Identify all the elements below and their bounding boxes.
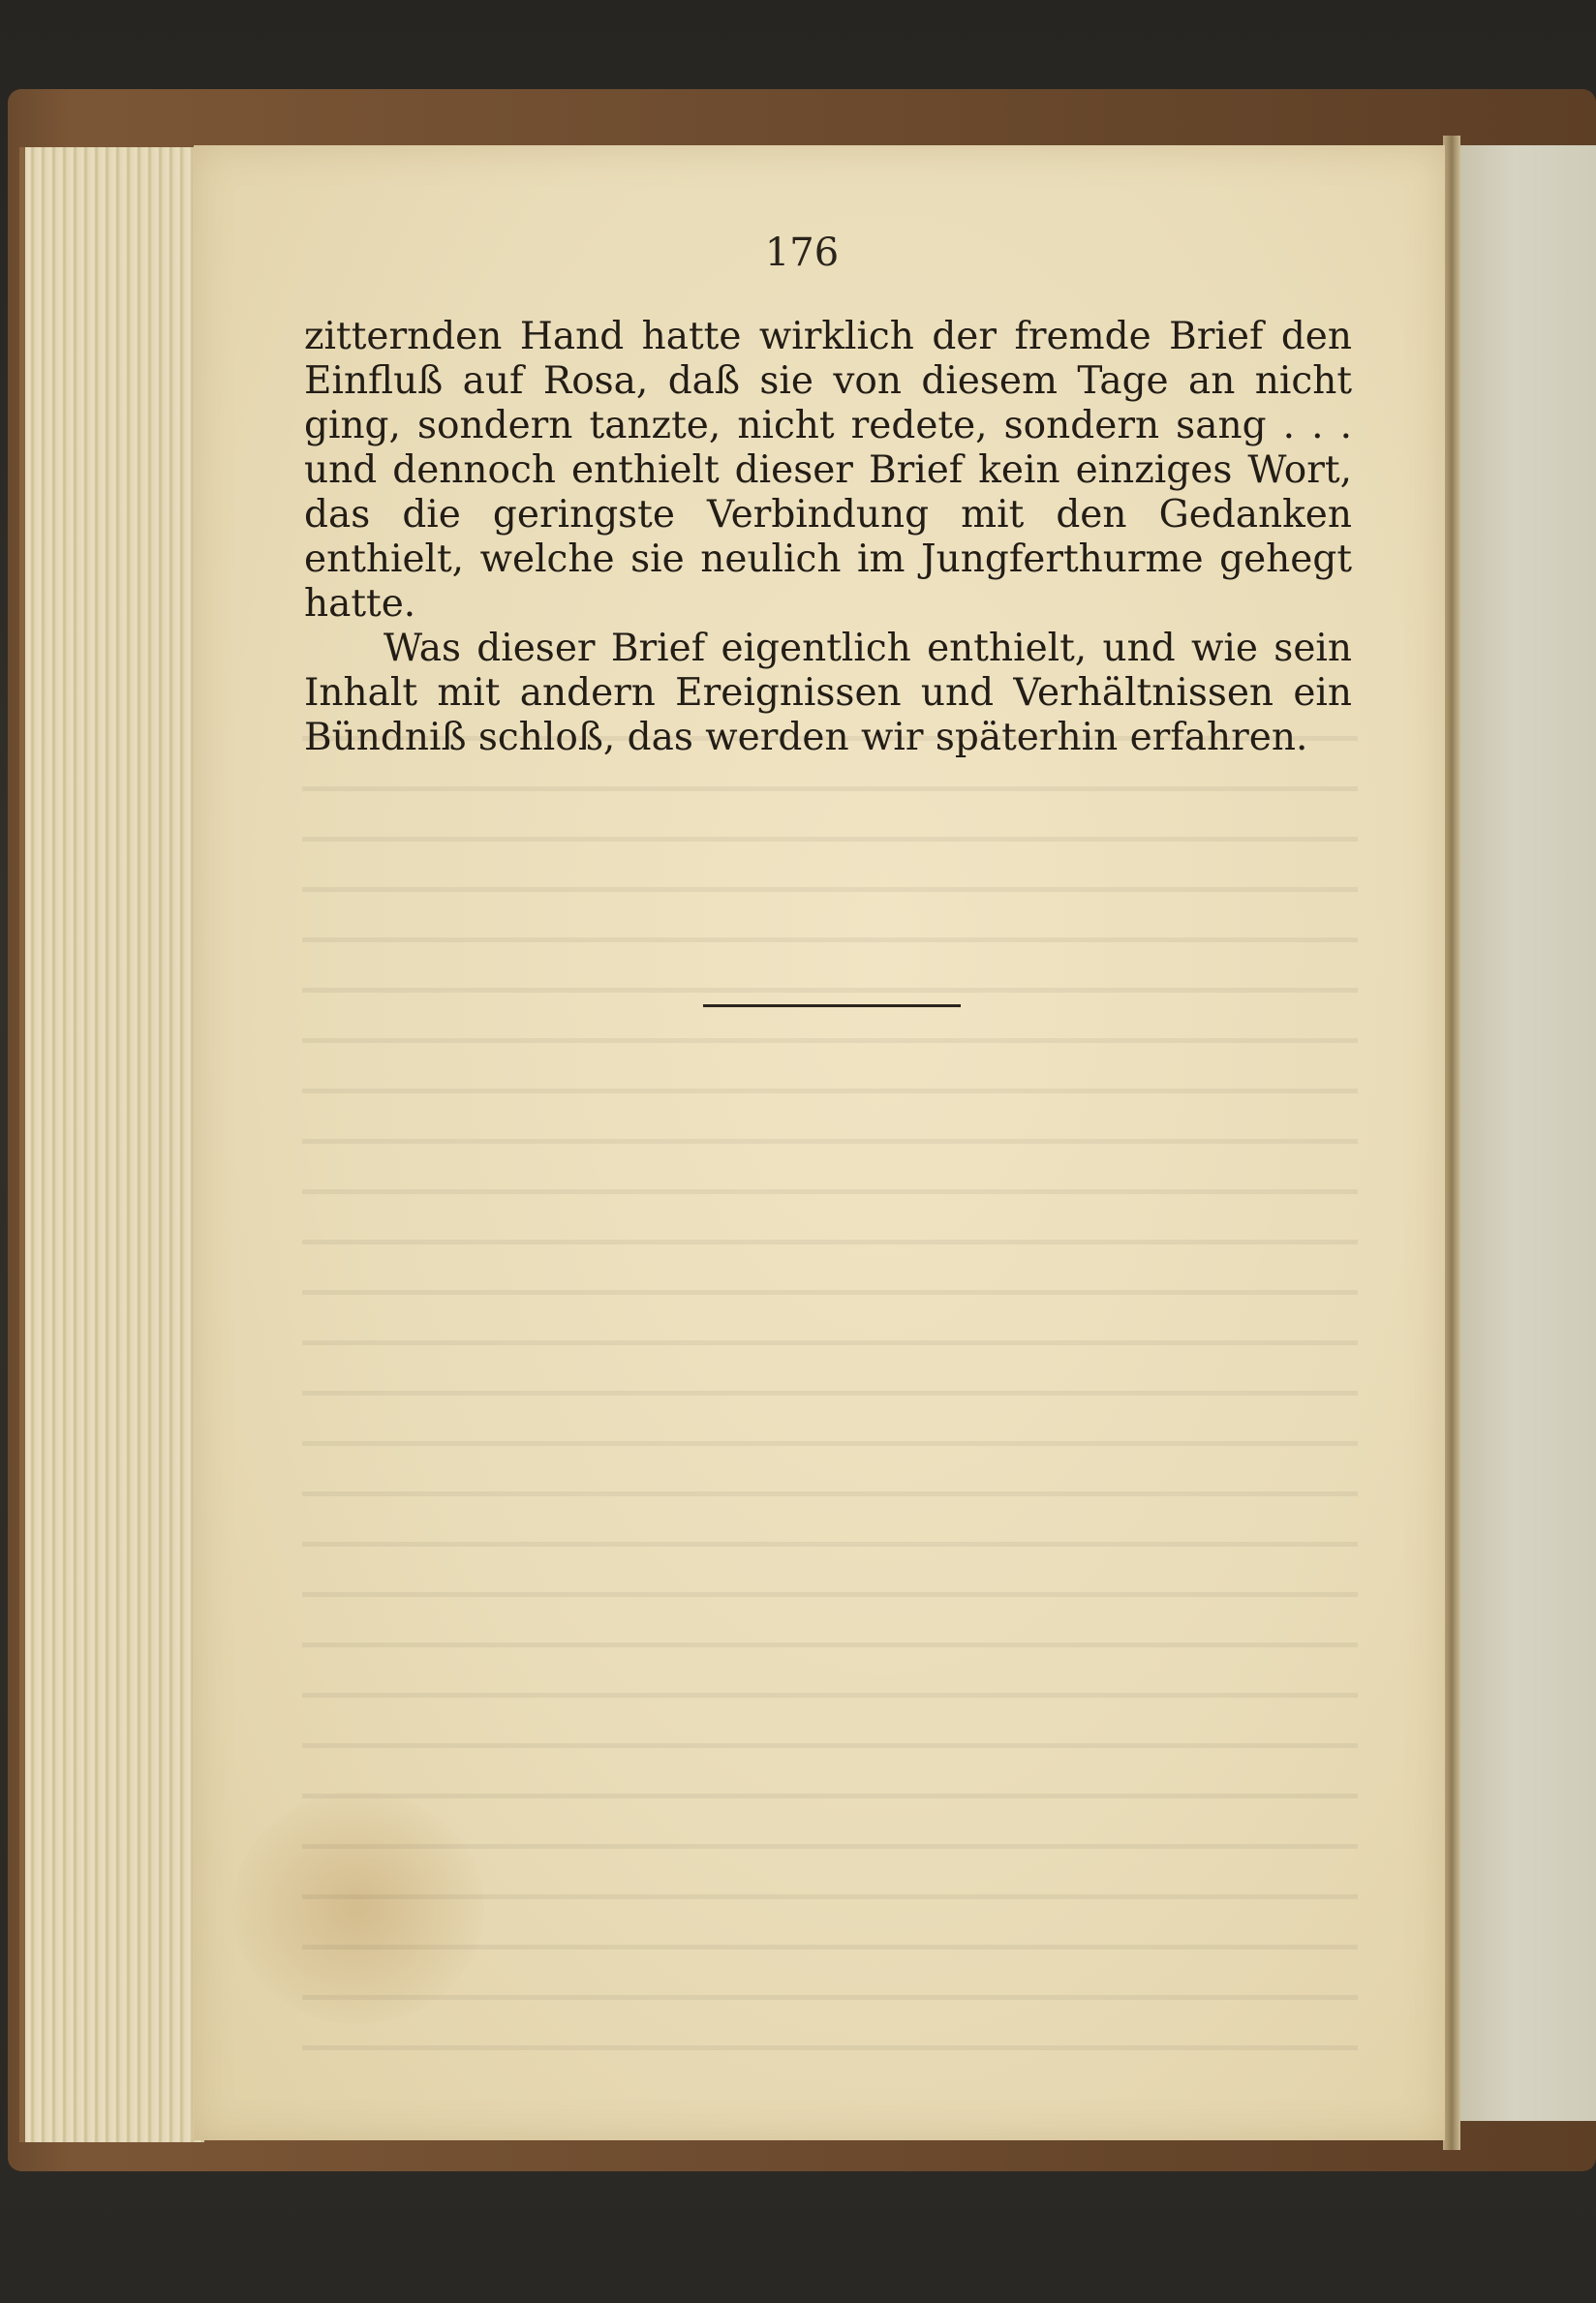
show-through-text [302, 707, 1358, 2053]
text-line: das die geringste Verbindung mit den Gedanken [304, 493, 1352, 537]
text-line: enthielt, welche sie neulich im Jungferthurme gehegt [304, 537, 1352, 581]
text-line: Einfluß auf Rosa, daß sie von diesem Tage an nicht [304, 359, 1352, 403]
text-line: Was dieser Brief eigentlich enthielt, und wie sein [384, 627, 1352, 670]
book-page [194, 145, 1445, 2140]
section-divider [703, 1004, 961, 1007]
body-text [304, 315, 1352, 760]
text-line: ging, sondern tanzte, nicht redete, sondern sang . . . [304, 404, 1352, 447]
text-line: zitternden Hand hatte wirklich der fremde Brief den [304, 315, 1352, 358]
text-line: und dennoch enthielt dieser Brief kein einziges Wort, [304, 448, 1352, 492]
book-gutter [1443, 136, 1460, 2150]
text-line: Bündniß schloß, das werden wir späterhin erfahren. [304, 716, 1308, 759]
text-line: Inhalt mit andern Ereignissen und Verhältnissen ein [304, 671, 1352, 715]
page-edges [19, 147, 204, 2142]
text-line: hatte. [304, 582, 416, 626]
page-number: 176 [764, 230, 840, 275]
facing-page [1460, 145, 1596, 2121]
